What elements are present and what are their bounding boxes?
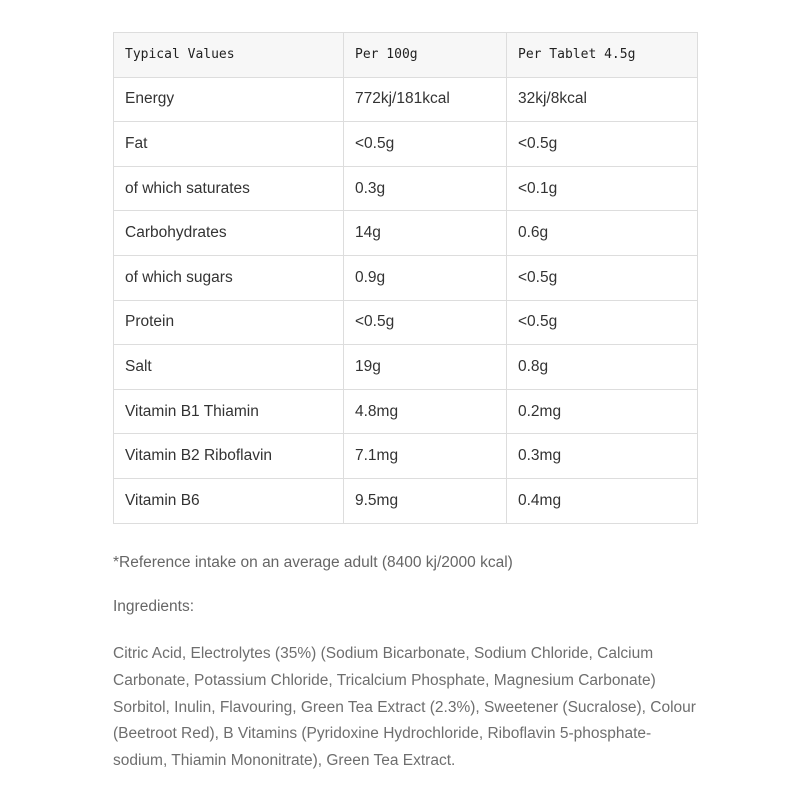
table-row [114, 389, 698, 434]
per-100g-value: 7.1mg [344, 434, 507, 479]
nutrient-name: Protein [114, 300, 344, 345]
per-100g-value: 9.5mg [344, 478, 507, 523]
table-row [114, 345, 698, 390]
header-row [114, 33, 698, 78]
per-tablet-value: <0.1g [507, 166, 698, 211]
table-row [114, 300, 698, 345]
nutrient-name: of which sugars [114, 255, 344, 300]
table-row [114, 166, 698, 211]
header-per-100g: Per 100g [344, 33, 507, 78]
per-tablet-value: <0.5g [507, 122, 698, 167]
per-100g-value: 0.3g [344, 166, 507, 211]
per-100g-value: 14g [344, 211, 507, 256]
nutrient-name: Energy [114, 77, 344, 122]
per-100g-value: 0.9g [344, 255, 507, 300]
nutrient-name: Vitamin B1 Thiamin [114, 389, 344, 434]
header-per-tablet: Per Tablet 4.5g [507, 33, 698, 78]
nutrition-table [113, 32, 698, 524]
table-row [114, 77, 698, 122]
nutrient-name: Vitamin B2 Riboflavin [114, 434, 344, 479]
nutrient-name: of which saturates [114, 166, 344, 211]
per-100g-value: 19g [344, 345, 507, 390]
per-tablet-value: <0.5g [507, 255, 698, 300]
per-100g-value: 772kj/181kcal [344, 77, 507, 122]
table-row [114, 122, 698, 167]
nutrient-name: Vitamin B6 [114, 478, 344, 523]
per-tablet-value: 0.6g [507, 211, 698, 256]
table-header [114, 33, 698, 78]
nutrient-name: Carbohydrates [114, 211, 344, 256]
nutrient-name: Salt [114, 345, 344, 390]
reference-intake-note: *Reference intake on an average adult (8400 kj/2000 kcal) [113, 554, 513, 571]
per-tablet-value: 0.8g [507, 345, 698, 390]
per-tablet-value: 0.3mg [507, 434, 698, 479]
ingredients-heading: Ingredients: [113, 598, 194, 615]
table-row [114, 434, 698, 479]
header-typical-values: Typical Values [114, 33, 344, 78]
per-tablet-value: <0.5g [507, 300, 698, 345]
per-tablet-value: 0.2mg [507, 389, 698, 434]
ingredients-text: Citric Acid, Electrolytes (35%) (Sodium Bicarbonate, Sodium Chloride, Calcium Carbonate, Potassium Chloride, Tricalcium Phosphate, Magnesium Carbonate) Sorbitol, Inulin, Flavouring, Green Tea Extract (2.3%), Sweetener (Sucralose), Colour (Beetroot Red), B Vitamins (Pyridoxine Hydrochloride, Riboflavin 5-phosphate- sodium, Thiamin Mononitrate), Green Tea Extract. [113, 645, 696, 770]
table-body [114, 77, 698, 523]
table-row [114, 255, 698, 300]
table-row [114, 478, 698, 523]
per-100g-value: 4.8mg [344, 389, 507, 434]
table-row [114, 211, 698, 256]
nutrient-name: Fat [114, 122, 344, 167]
per-tablet-value: 0.4mg [507, 478, 698, 523]
per-100g-value: <0.5g [344, 122, 507, 167]
per-100g-value: <0.5g [344, 300, 507, 345]
per-tablet-value: 32kj/8kcal [507, 77, 698, 122]
